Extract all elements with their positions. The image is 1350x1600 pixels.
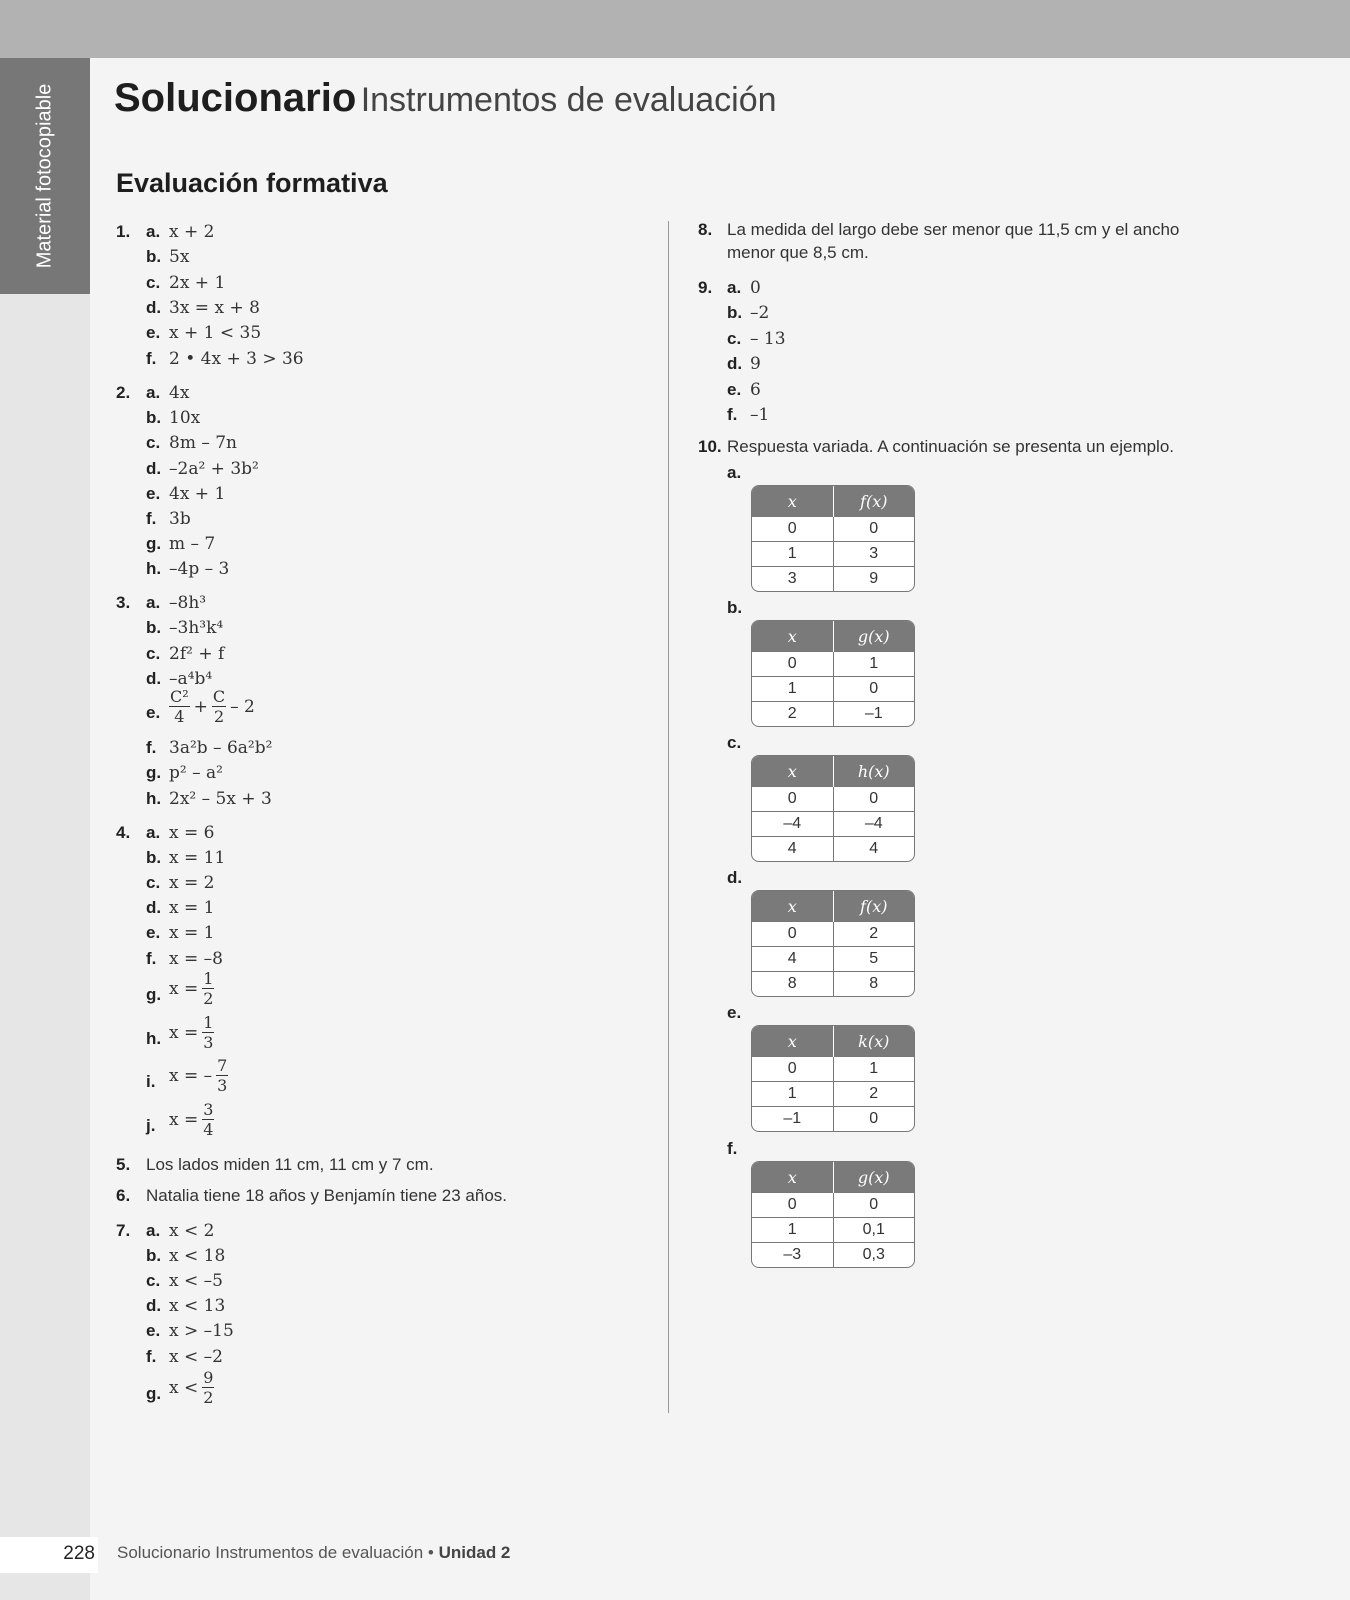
fraction-denominator: 2: [203, 1388, 214, 1407]
answer-prefix: x <: [169, 1377, 199, 1398]
answer-letter: d.: [146, 898, 162, 917]
answer-value: m – 7: [169, 534, 216, 554]
answer-letter: a.: [146, 383, 161, 402]
table-cell-x: 0: [752, 922, 833, 947]
answer-letter: b.: [146, 408, 162, 427]
answer-letter: e.: [146, 923, 161, 942]
answer-letter: c.: [727, 329, 742, 348]
answer-value: [169, 1370, 214, 1406]
table-header-x: x: [752, 756, 833, 787]
answer-value: x = 6: [169, 823, 215, 843]
table-cell-fx: 0: [833, 517, 914, 542]
fraction-numerator: 9: [203, 1368, 214, 1387]
footer-text: [117, 1543, 510, 1563]
values-table: [751, 485, 915, 592]
operator: +: [193, 696, 208, 717]
answer-text: Los lados miden 11 cm, 11 cm y 7 cm.: [146, 1155, 434, 1174]
answer-value: 2 • 4x + 3 > 36: [169, 349, 304, 369]
answer-letter: a.: [146, 222, 161, 241]
answer-letter: a.: [727, 278, 742, 297]
answer-letter: b.: [727, 303, 743, 322]
answer-letter: d.: [146, 298, 162, 317]
table-header-fx: f(x): [833, 891, 914, 922]
answer-value: p² – a²: [169, 763, 223, 783]
table-header-x: x: [752, 1162, 833, 1193]
table-cell-fx: 4: [833, 837, 914, 862]
answer-letter: e.: [146, 484, 161, 503]
table-row: [752, 702, 914, 727]
answer-letter: e.: [727, 380, 742, 399]
title-light: Instrumentos de evaluación: [360, 81, 777, 119]
table-cell-x: 0: [752, 1193, 833, 1218]
fraction: [202, 1015, 214, 1051]
answer-text-line-1: La medida del largo debe ser menor que 11,5 cm y el ancho: [727, 220, 1180, 239]
answer-value: –4p – 3: [169, 559, 230, 579]
table-cell-x: 4: [752, 837, 833, 862]
answer-letter: h.: [146, 1029, 162, 1048]
table-cell-fx: 2: [833, 922, 914, 947]
answer-letter: b.: [146, 247, 162, 266]
table-row: [752, 542, 914, 567]
table-cell-fx: 0,3: [833, 1243, 914, 1268]
table-row: [752, 787, 914, 812]
fraction-numerator: 7: [217, 1056, 228, 1075]
answer-letter: d.: [146, 1296, 162, 1315]
page-number: 228: [63, 1543, 95, 1564]
answer-value: x > –15: [169, 1321, 234, 1341]
answer-letter: d.: [146, 459, 162, 478]
table-cell-fx: 0: [833, 677, 914, 702]
table-row: [752, 652, 914, 677]
side-tab-label: Material fotocopiable: [33, 83, 56, 269]
title-bold: Solucionario: [114, 76, 357, 120]
answer-text: Respuesta variada. A continuación se presenta un ejemplo.: [727, 437, 1175, 456]
footer-unit: Unidad 2: [438, 1543, 511, 1562]
fraction-numerator: C: [212, 687, 226, 706]
table-cell-x: 3: [752, 567, 833, 592]
answer-prefix: x =: [169, 1109, 199, 1130]
footer-title: Solucionario Instrumentos de evaluación •: [117, 1543, 434, 1562]
answer-value: – 13: [750, 329, 786, 349]
table-letter: c.: [727, 733, 742, 752]
answer-letter: b.: [146, 1246, 162, 1265]
values-table: [751, 755, 915, 862]
answer-letter: h.: [146, 559, 162, 578]
answer-letter: j.: [146, 1116, 156, 1135]
table-row: [752, 812, 914, 837]
table-header-row: [752, 891, 914, 922]
fraction: [216, 1058, 228, 1094]
table-row: [752, 1057, 914, 1082]
answer-value: 4x + 1: [169, 484, 226, 504]
question-number: 6.: [116, 1186, 131, 1205]
question-number: 5.: [116, 1155, 131, 1174]
answer-tail: – 2: [230, 696, 255, 717]
answer-letter: e.: [146, 1321, 161, 1340]
table-row: [752, 1193, 914, 1218]
answer-letter: g.: [146, 985, 162, 1004]
page-number-box: [0, 1537, 98, 1573]
section-title: Evaluación formativa: [116, 168, 388, 198]
fraction-denominator: 3: [217, 1076, 228, 1095]
values-table: [751, 1025, 915, 1132]
page-title: [114, 76, 777, 121]
answer-value: 2x + 1: [169, 273, 226, 293]
table-cell-fx: 0,1: [833, 1218, 914, 1243]
answer-value: 8m – 7n: [169, 433, 238, 453]
table-cell-fx: 0: [833, 1193, 914, 1218]
answer-value: 9: [750, 354, 761, 374]
table-cell-fx: 5: [833, 947, 914, 972]
fraction-numerator: 3: [203, 1100, 214, 1119]
table-row: [752, 1107, 914, 1132]
answer-letter: c.: [146, 1271, 161, 1290]
fraction-numerator: C²: [170, 687, 189, 706]
fraction-denominator: 4: [203, 1120, 214, 1139]
side-tab: [0, 58, 90, 294]
answer-value: x = –8: [169, 949, 223, 969]
table-cell-fx: 1: [833, 652, 914, 677]
answer-value: x < 13: [169, 1296, 226, 1316]
answer-value: x = 1: [169, 898, 215, 918]
table-cell-x: 1: [752, 677, 833, 702]
fraction: [202, 1102, 214, 1138]
answer-value: x < 2: [169, 1221, 215, 1241]
table-row: [752, 567, 914, 592]
table-cell-x: 1: [752, 542, 833, 567]
fraction-numerator: 1: [203, 969, 214, 988]
table-cell-x: 8: [752, 972, 833, 997]
answer-letter: c.: [146, 873, 161, 892]
table-cell-fx: 0: [833, 1107, 914, 1132]
table-cell-fx: 0: [833, 787, 914, 812]
answer-prefix: x =: [169, 1022, 199, 1043]
table-header-x: x: [752, 621, 833, 652]
answer-value: x < –5: [169, 1271, 223, 1291]
answer-value: x < 18: [169, 1246, 226, 1266]
fraction-denominator: 3: [203, 1033, 214, 1052]
answer-letter: f.: [146, 738, 157, 757]
answer-value: x = 2: [169, 873, 215, 893]
answer-value: 10x: [169, 408, 201, 428]
answer-value: 4x: [169, 383, 190, 403]
answer-letter: a.: [146, 593, 161, 612]
table-cell-fx: 8: [833, 972, 914, 997]
answer-value: x = 11: [169, 848, 226, 868]
answer-value: x + 2: [169, 222, 215, 242]
table-letter: f.: [727, 1139, 738, 1158]
answer-prefix: x = –: [169, 1065, 213, 1086]
fraction: [202, 971, 214, 1007]
answer-value: x < –2: [169, 1347, 223, 1367]
answer-letter: e.: [146, 703, 161, 722]
answer-letter: f.: [727, 405, 738, 424]
answer-value: 6: [750, 380, 761, 400]
table-row: [752, 517, 914, 542]
answer-letter: c.: [146, 273, 161, 292]
table-row: [752, 1243, 914, 1268]
values-table-grid: [752, 486, 914, 591]
answer-value: 3x = x + 8: [169, 298, 260, 318]
values-table: [751, 620, 915, 727]
table-cell-x: 0: [752, 652, 833, 677]
answer-value: [169, 1102, 214, 1138]
question-number: 2.: [116, 383, 131, 402]
answer-letter: g.: [146, 534, 162, 553]
table-cell-x: –3: [752, 1243, 833, 1268]
answer-text-line-2: menor que 8,5 cm.: [727, 243, 869, 262]
answer-value: [169, 971, 214, 1007]
table-header-fx: f(x): [833, 486, 914, 517]
answer-letter: c.: [146, 644, 161, 663]
table-header-row: [752, 1026, 914, 1057]
page-panel: [90, 58, 1350, 1600]
column-divider: [668, 221, 669, 1413]
table-letter: d.: [727, 868, 743, 887]
table-cell-x: 1: [752, 1082, 833, 1107]
answer-letter: b.: [146, 848, 162, 867]
answer-value: –2a² + 3b²: [169, 459, 259, 479]
table-header-row: [752, 756, 914, 787]
answer-value: –8h³: [169, 593, 207, 613]
table-cell-x: –4: [752, 812, 833, 837]
question-number: 4.: [116, 823, 131, 842]
table-header-fx: h(x): [833, 756, 914, 787]
values-table-grid: [752, 621, 914, 726]
table-header-fx: g(x): [833, 1162, 914, 1193]
question-number: 9.: [698, 278, 713, 297]
values-table-grid: [752, 756, 914, 861]
answer-value: 5x: [169, 247, 190, 267]
table-row: [752, 947, 914, 972]
answer-value: 2x² – 5x + 3: [169, 789, 272, 809]
table-cell-x: 1: [752, 1218, 833, 1243]
answer-value: 0: [750, 278, 761, 298]
table-header-row: [752, 621, 914, 652]
table-letter: b.: [727, 598, 743, 617]
values-table: [751, 890, 915, 997]
answer-value: –2: [750, 303, 770, 323]
answer-letter: f.: [146, 949, 157, 968]
answer-text: Natalia tiene 18 años y Benjamín tiene 23 años.: [146, 1186, 508, 1205]
answer-letter: i.: [146, 1072, 156, 1091]
values-table-grid: [752, 891, 914, 996]
table-cell-x: 0: [752, 787, 833, 812]
table-letter: a.: [727, 463, 742, 482]
values-table-grid: [752, 1026, 914, 1131]
table-row: [752, 1082, 914, 1107]
question-number: 7.: [116, 1221, 131, 1240]
answer-letter: d.: [727, 354, 743, 373]
table-cell-fx: –1: [833, 702, 914, 727]
answer-prefix: x =: [169, 978, 199, 999]
question-number: 10.: [698, 437, 722, 456]
answer-value: –a⁴b⁴: [169, 669, 213, 689]
fraction-numerator: 1: [203, 1013, 214, 1032]
answer-letter: g.: [146, 1384, 162, 1403]
fraction: [169, 689, 190, 725]
table-cell-x: 4: [752, 947, 833, 972]
table-cell-fx: 3: [833, 542, 914, 567]
fraction-denominator: 2: [203, 989, 214, 1008]
answer-value: x + 1 < 35: [169, 323, 262, 343]
question-number: 8.: [698, 220, 713, 239]
table-row: [752, 972, 914, 997]
table-header-fx: k(x): [833, 1026, 914, 1057]
answer-value: –1: [750, 405, 770, 425]
question-number: 1.: [116, 222, 131, 241]
answer-letter: f.: [146, 349, 157, 368]
table-row: [752, 677, 914, 702]
table-cell-x: 0: [752, 517, 833, 542]
table-header-row: [752, 1162, 914, 1193]
answer-value: [169, 689, 255, 725]
table-cell-x: –1: [752, 1107, 833, 1132]
answer-value: x = 1: [169, 923, 215, 943]
table-header-row: [752, 486, 914, 517]
answer-letter: g.: [146, 763, 162, 782]
answer-letter: b.: [146, 618, 162, 637]
question-number: 3.: [116, 593, 131, 612]
table-letter: e.: [727, 1003, 742, 1022]
table-row: [752, 1218, 914, 1243]
values-table: [751, 1161, 915, 1268]
answer-letter: d.: [146, 669, 162, 688]
fraction-denominator: 2: [213, 707, 225, 726]
answer-letter: e.: [146, 323, 161, 342]
table-header-x: x: [752, 1026, 833, 1057]
table-cell-fx: 1: [833, 1057, 914, 1082]
answer-letter: f.: [146, 1347, 157, 1366]
answer-value: 3b: [169, 509, 191, 529]
table-header-x: x: [752, 891, 833, 922]
answer-value: [169, 1058, 228, 1094]
table-row: [752, 837, 914, 862]
table-cell-x: 2: [752, 702, 833, 727]
answer-value: –3h³k⁴: [169, 618, 224, 638]
table-cell-fx: 9: [833, 567, 914, 592]
answer-value: 3a²b – 6a²b²: [169, 738, 273, 758]
answer-letter: f.: [146, 509, 157, 528]
answer-value: [169, 1015, 214, 1051]
table-cell-fx: 2: [833, 1082, 914, 1107]
table-row: [752, 922, 914, 947]
answer-letter: a.: [146, 1221, 161, 1240]
fraction: [212, 689, 226, 725]
values-table-grid: [752, 1162, 914, 1267]
fraction: [202, 1370, 214, 1406]
table-cell-x: 0: [752, 1057, 833, 1082]
fraction-denominator: 4: [174, 707, 185, 726]
table-header-fx: g(x): [833, 621, 914, 652]
answer-letter: c.: [146, 433, 161, 452]
answer-letter: h.: [146, 789, 162, 808]
table-header-x: x: [752, 486, 833, 517]
answer-value: 2f² + f: [169, 644, 225, 664]
answer-letter: a.: [146, 823, 161, 842]
table-cell-fx: –4: [833, 812, 914, 837]
